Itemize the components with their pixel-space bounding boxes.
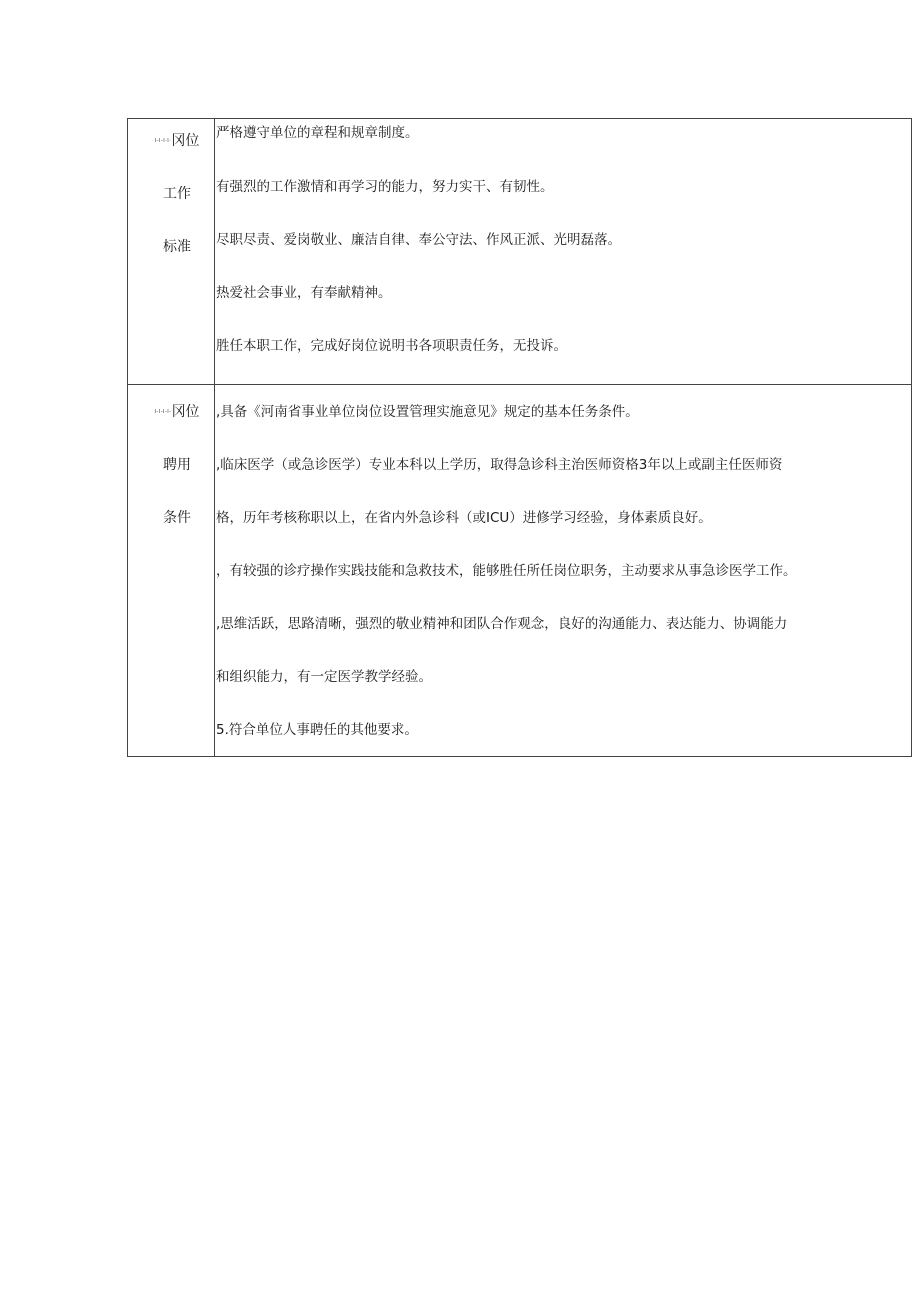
content-work-standard (215, 119, 912, 385)
row-label-hiring-conditions (128, 385, 215, 757)
content-line: ,思维活跃，思路清晰，强烈的敬业精神和团队合作观念，良好的沟通能力、表达能力、协调能力 (216, 616, 788, 632)
content-line: 尽职尽责、爱岗敬业、廉洁自律、奉公守法、作风正派、光明磊落。 (216, 232, 621, 248)
content-hiring-conditions (215, 385, 912, 757)
content-line: 热爱社会事业，有奉献精神。 (216, 285, 392, 301)
label-line: 条件 (163, 510, 191, 526)
content-line: 格，历年考核称职以上，在省内外急诊科（或ICU）进修学习经验，身体素质良好。 (216, 510, 712, 526)
label-text: 冈位 (171, 404, 200, 420)
content-line: 和组织能力，有一定医学教学经验。 (216, 669, 432, 685)
content-line: 5.符合单位人事聘任的其他要求。 (216, 722, 418, 738)
content-line: 严格遵守单位的章程和规章制度。 (216, 125, 419, 141)
label-prefix-marks: I-I-I·I· (154, 138, 172, 144)
job-requirements-table (127, 118, 912, 757)
label-line (128, 385, 214, 438)
label-line: 聘用 (163, 457, 191, 473)
content-line: ，有较强的诊疗操作实践技能和急救技术，能够胜任所任岗位职务，主动要求从事急诊医学工作。 (216, 563, 797, 579)
content-line: 胜任本职工作，完成好岗位说明书各项职责任务，无投诉。 (216, 338, 567, 354)
label-line: 标准 (163, 239, 191, 255)
content-line: 有强烈的工作激情和再学习的能力，努力实干、有韧性。 (216, 179, 554, 195)
table-row-work-standard (128, 119, 912, 385)
label-text: 冈位 (171, 133, 200, 149)
table-row-hiring-conditions (128, 385, 912, 757)
label-line: 工作 (163, 186, 191, 202)
row-label-work-standard (128, 119, 215, 385)
label-line (128, 119, 214, 172)
content-line: ,临床医学（或急诊医学）专业本科以上学历，取得急诊科主治医师资格3年以上或副主任医师资 (216, 457, 783, 473)
label-prefix-marks: I-I-I-I- (154, 409, 172, 415)
content-line: ,具备《河南省事业单位岗位设置管理实施意见》规定的基本任务条件。 (216, 404, 639, 420)
